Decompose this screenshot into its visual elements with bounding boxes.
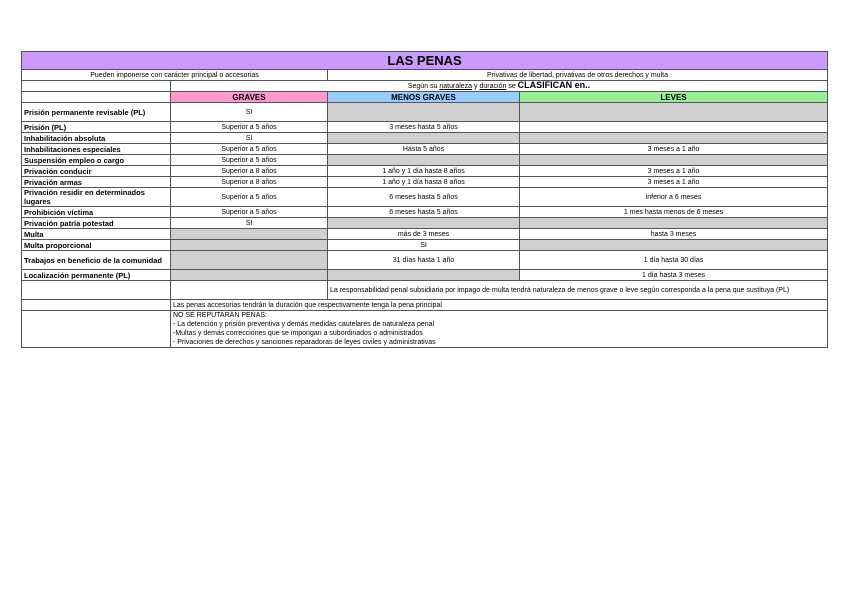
table-row [22, 166, 828, 177]
cell-leves: inferior a 6 meses [520, 188, 828, 207]
cell-leves [520, 218, 828, 229]
cell-leves: hasta 3 meses [520, 229, 828, 240]
cell-graves: Superior a 5 años [171, 144, 328, 155]
empty-cell [22, 311, 171, 348]
row-label: Localización permanente (PL) [22, 270, 171, 281]
cell-menos-graves [328, 103, 520, 122]
cell-leves [520, 240, 828, 251]
row-label: Multa [22, 229, 171, 240]
empty-cell [22, 81, 171, 92]
note-accesorias-row [22, 300, 828, 311]
table-row [22, 270, 828, 281]
cell-graves [171, 240, 328, 251]
cell-menos-graves [328, 270, 520, 281]
subheader-right: Privativas de libertad, privativas de otros derechos y multa [328, 70, 828, 81]
classify-se: se [508, 83, 516, 90]
column-header-row [22, 92, 828, 103]
header-graves: GRAVES [171, 92, 328, 103]
cell-graves: SI [171, 103, 328, 122]
header-leves: LEVES [520, 92, 828, 103]
cell-graves: Superior a 5 años [171, 188, 328, 207]
row-label: Suspensión empleo o cargo [22, 155, 171, 166]
empty-cell [22, 300, 171, 311]
row-label: Prohibición víctima [22, 207, 171, 218]
cell-leves: 1 día hasta 30 días [520, 251, 828, 270]
list-item: - Privaciones de derechos y sanciones reparadoras de leyes civiles y administrativas [173, 339, 436, 346]
empty-cell [171, 281, 328, 300]
empty-cell [22, 281, 171, 300]
cell-graves: Superior a 8 años [171, 177, 328, 188]
row-label: Privación residir en determinados lugares [22, 188, 171, 207]
cell-leves [520, 122, 828, 133]
list-item: - La detención y prisión preventiva y demás medidas cautelares de naturaleza penal [173, 321, 435, 328]
cell-leves: 3 meses a 1 año [520, 166, 828, 177]
cell-leves: 1 mes hasta menos de 6 meses [520, 207, 828, 218]
classify-strong: CLASIFICAN en.. [517, 80, 591, 90]
table-row [22, 177, 828, 188]
cell-menos-graves: más de 3 meses [328, 229, 520, 240]
cell-menos-graves: 6 meses hasta 5 años [328, 188, 520, 207]
row-label: Trabajos en beneficio de la comunidad [22, 251, 171, 270]
cell-menos-graves: 1 año y 1 día hasta 8 años [328, 166, 520, 177]
table-row [22, 144, 828, 155]
empty-cell [22, 92, 171, 103]
cell-graves: Superior a 5 años [171, 155, 328, 166]
table-row [22, 229, 828, 240]
note-subsidiaria: La responsabilidad penal subsidiaria por impago de multa tendrá naturaleza de menos grave o leve según corresponda a la pena que sustituya (PL) [328, 281, 828, 300]
cell-leves [520, 133, 828, 144]
title-row [22, 52, 828, 70]
cell-graves: Superior a 8 años [171, 166, 328, 177]
classify-word-naturaleza: naturaleza [439, 83, 473, 90]
cell-leves: 3 meses a 1 año [520, 177, 828, 188]
cell-graves: SI [171, 218, 328, 229]
classify-connector: y [474, 83, 478, 90]
cell-menos-graves: 31 días hasta 1 año [328, 251, 520, 270]
row-label: Multa proporcional [22, 240, 171, 251]
subheader-left: Pueden imponerse con carácter principal o accesorias [22, 70, 328, 81]
note-accesorias: Las penas accesorias tendrán la duración que respectivamente tenga la pena principal [171, 300, 828, 311]
classify-cell [171, 81, 828, 92]
row-label: Inhabilitaciones especiales [22, 144, 171, 155]
note-subsidiaria-row [22, 281, 828, 300]
cell-menos-graves: 6 meses hasta 5 años [328, 207, 520, 218]
cell-leves [520, 103, 828, 122]
page-title: LAS PENAS [22, 52, 828, 70]
cell-graves: Superior a 5 años [171, 207, 328, 218]
classify-word-duracion: duración [479, 83, 507, 90]
cell-graves [171, 251, 328, 270]
table-row [22, 103, 828, 122]
cell-graves: SI [171, 133, 328, 144]
row-label: Prisión (PL) [22, 122, 171, 133]
table-row [22, 251, 828, 270]
row-label: Inhabilitación absoluta [22, 133, 171, 144]
table-row [22, 122, 828, 133]
cell-menos-graves: 3 meses hasta 5 años [328, 122, 520, 133]
cell-graves [171, 270, 328, 281]
cell-menos-graves: SI [328, 240, 520, 251]
cell-menos-graves [328, 218, 520, 229]
cell-graves: Superior a 5 años [171, 122, 328, 133]
header-menos-graves: MENOS GRAVES [328, 92, 520, 103]
no-reputaran-row [22, 311, 828, 348]
row-label: Prisión permanente revisable (PL) [22, 103, 171, 122]
cell-menos-graves [328, 155, 520, 166]
row-label: Privación conducir [22, 166, 171, 177]
row-label: Privación patria potestad [22, 218, 171, 229]
table-row [22, 240, 828, 251]
classify-prefix: Según su [407, 83, 438, 90]
classify-row [22, 81, 828, 92]
cell-leves [520, 155, 828, 166]
table-row [22, 133, 828, 144]
cell-leves: 3 meses a 1 año [520, 144, 828, 155]
cell-graves [171, 229, 328, 240]
cell-menos-graves [328, 133, 520, 144]
penas-table [21, 51, 828, 348]
table-row [22, 218, 828, 229]
subheader-row [22, 70, 828, 81]
table-row [22, 188, 828, 207]
cell-leves: 1 día hasta 3 meses [520, 270, 828, 281]
table-row [22, 207, 828, 218]
table-row [22, 155, 828, 166]
cell-menos-graves: Hasta 5 años [328, 144, 520, 155]
no-reputaran-list [171, 311, 828, 348]
no-reputaran-heading: NO SE REPUTARÁN PENAS: [173, 312, 268, 319]
cell-menos-graves: 1 año y 1 día hasta 8 años [328, 177, 520, 188]
list-item: -Multas y demás correcciones que se impongan a subordinados o administrados [173, 330, 423, 337]
row-label: Privación armas [22, 177, 171, 188]
